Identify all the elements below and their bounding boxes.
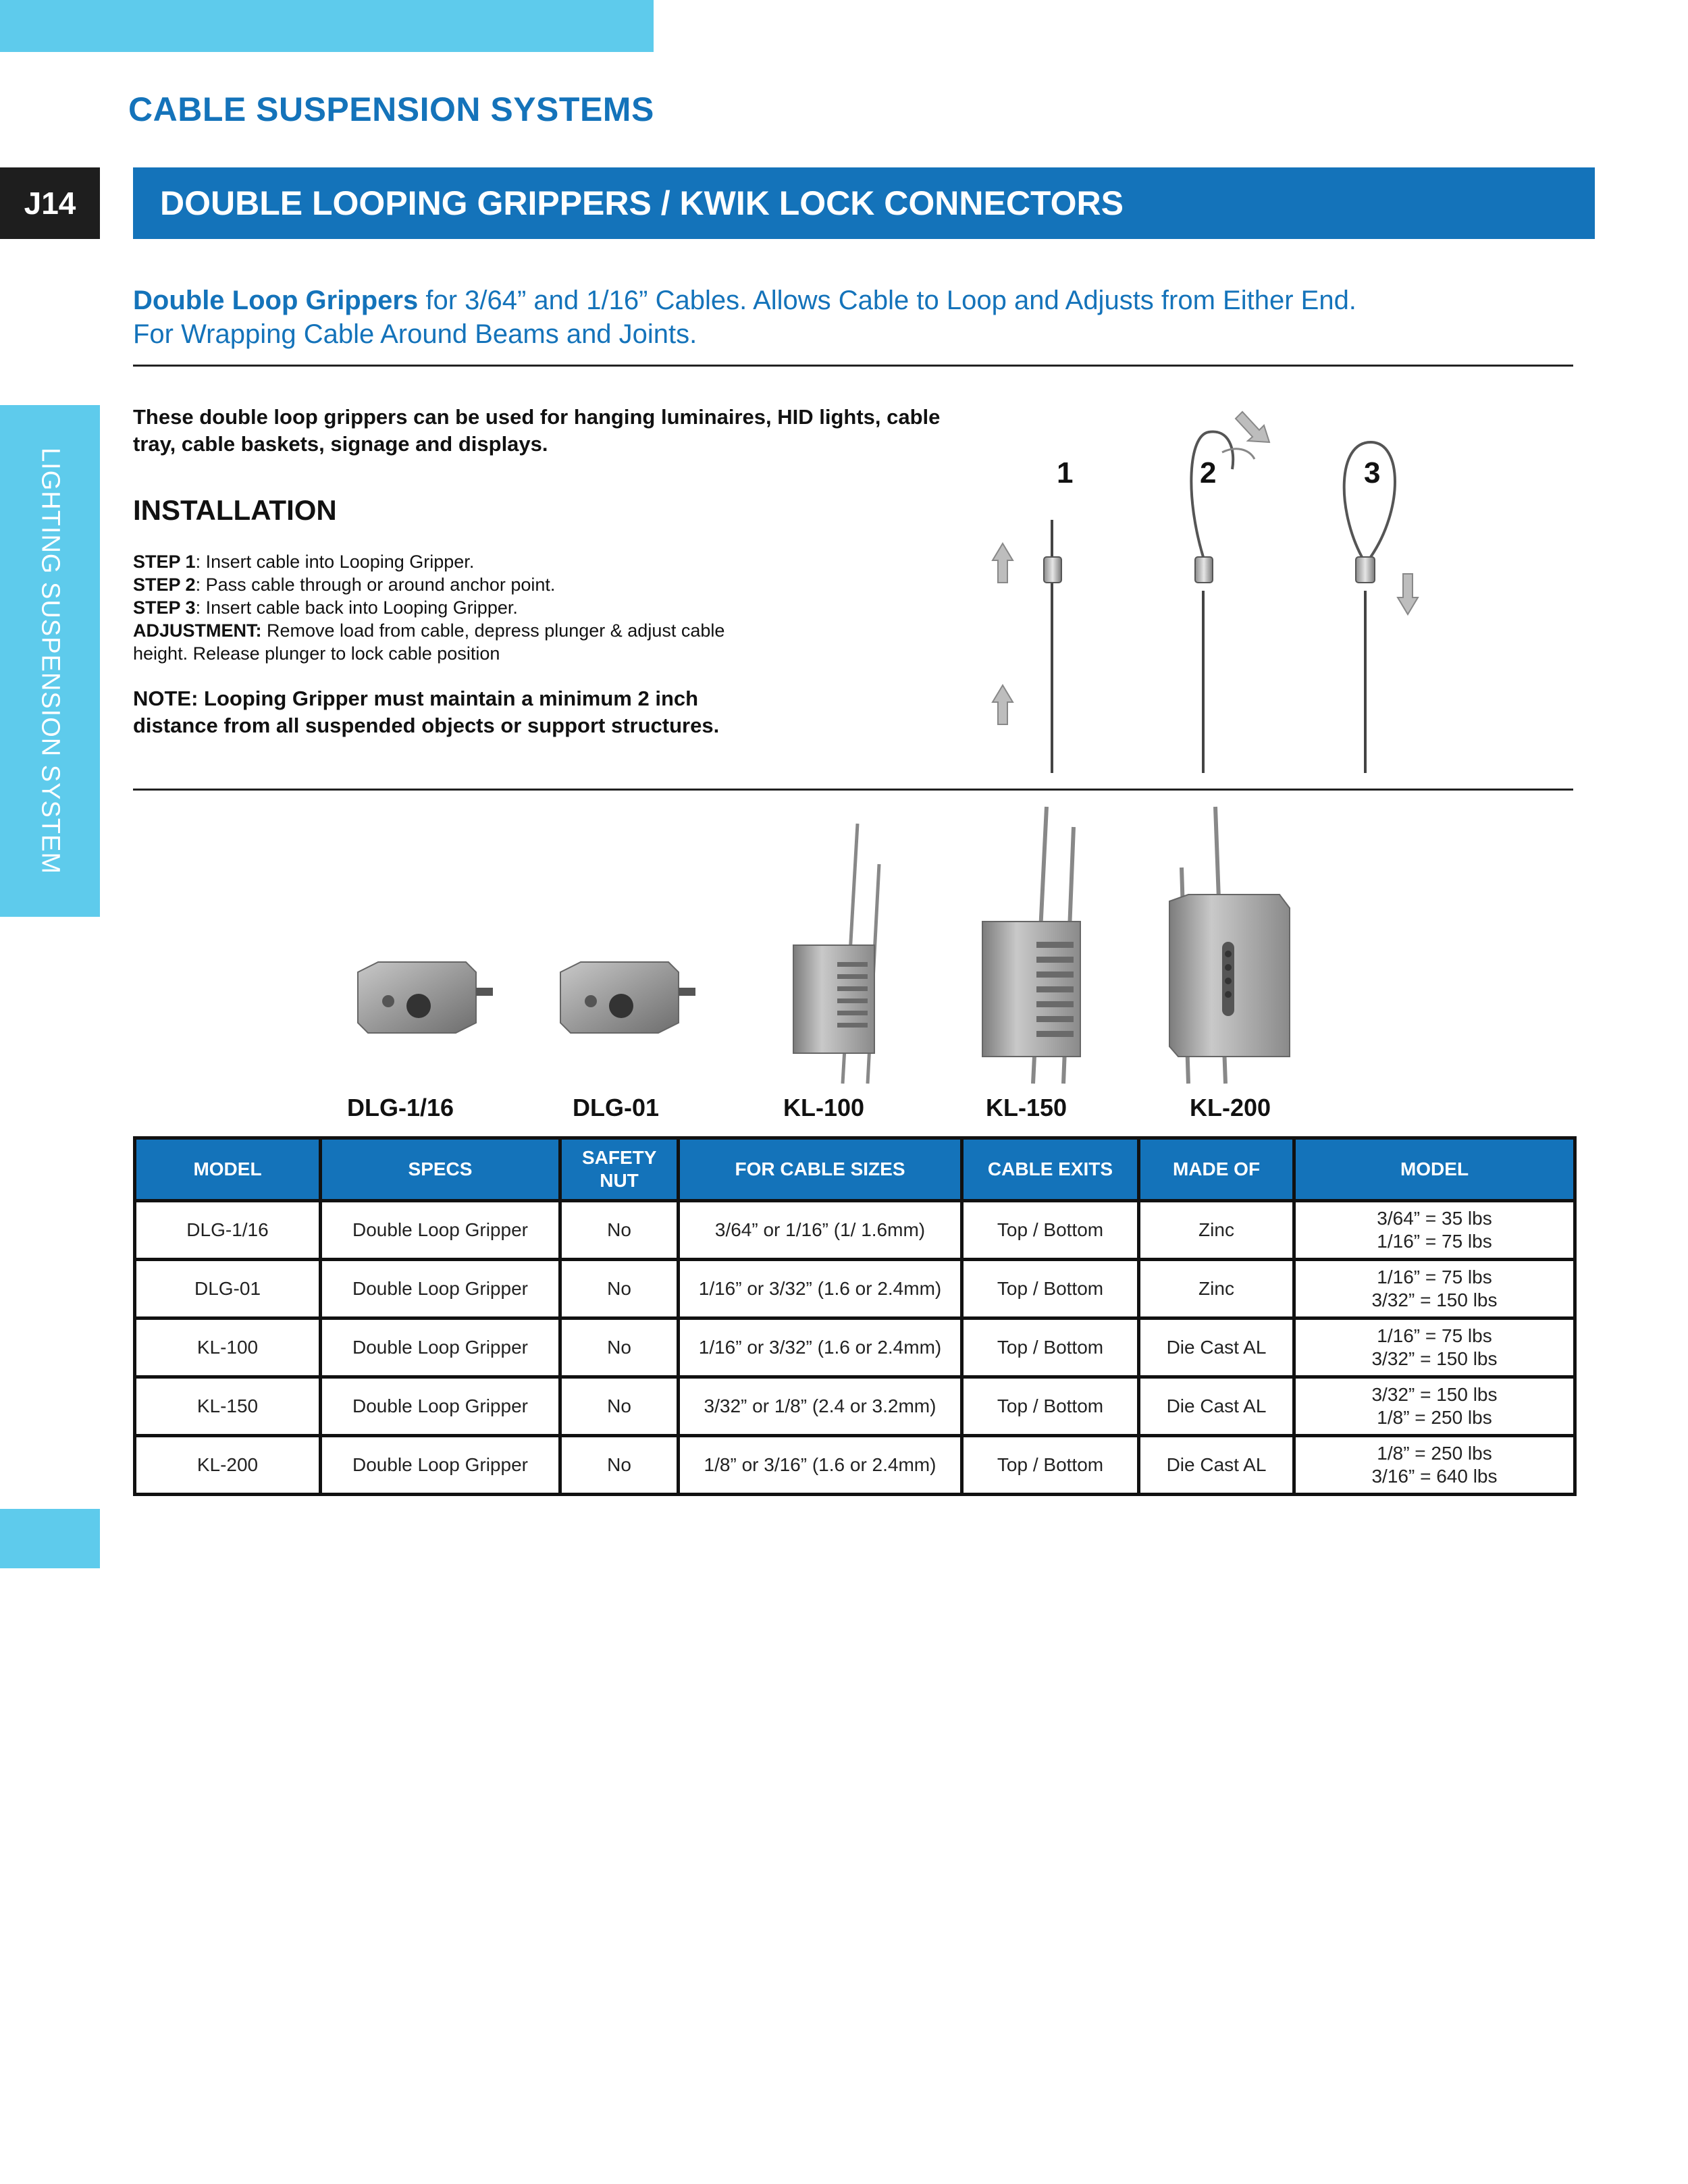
capacity-line: 3/16” = 640 lbs bbox=[1371, 1466, 1498, 1487]
table-row bbox=[135, 1377, 1575, 1436]
table-cell: No bbox=[560, 1436, 679, 1495]
capacity-line: 1/16” = 75 lbs bbox=[1377, 1325, 1492, 1346]
intro-line1: for 3/64” and 1/16” Cables. Allows Cable to Loop and Adjusts from Either End. bbox=[418, 286, 1356, 315]
table-cell bbox=[1294, 1260, 1575, 1319]
side-tab-label: LIGHTING SUSPENSION SYSTEM bbox=[36, 448, 65, 874]
rotation-arc bbox=[1222, 449, 1255, 459]
arrow-up-icon bbox=[993, 685, 1013, 724]
table-cell: No bbox=[560, 1201, 679, 1260]
step-label: STEP 1 bbox=[133, 552, 196, 572]
step-text: : Pass cable through or around anchor point. bbox=[195, 575, 556, 595]
capacity-line: 1/16” = 75 lbs bbox=[1377, 1267, 1492, 1287]
top-accent-tab bbox=[0, 0, 654, 52]
table-cell: No bbox=[560, 1319, 679, 1377]
product-label: KL-100 bbox=[783, 1094, 865, 1121]
page-title: DOUBLE LOOPING GRIPPERS / KWIK LOCK CONNECTORS bbox=[133, 167, 1595, 239]
intro-line2: For Wrapping Cable Around Beams and Joints. bbox=[133, 319, 697, 349]
table-cell: Zinc bbox=[1139, 1201, 1294, 1260]
table-cell: Zinc bbox=[1139, 1260, 1294, 1319]
capacity-line: 1/16” = 75 lbs bbox=[1377, 1231, 1492, 1252]
arrow-up-icon bbox=[993, 543, 1013, 583]
table-row bbox=[135, 1201, 1575, 1260]
step-number-1: 1 bbox=[1057, 456, 1074, 489]
table-cell: KL-200 bbox=[135, 1436, 321, 1495]
table-row bbox=[135, 1319, 1575, 1377]
table-cell: No bbox=[560, 1377, 679, 1436]
table-cell: No bbox=[560, 1260, 679, 1319]
gripper-icon bbox=[1195, 557, 1213, 583]
table-cell: DLG-1/16 bbox=[135, 1201, 321, 1260]
table-cell: Die Cast AL bbox=[1139, 1319, 1294, 1377]
table-cell: 3/32” or 1/8” (2.4 or 3.2mm) bbox=[679, 1377, 962, 1436]
table-cell: Top / Bottom bbox=[962, 1201, 1139, 1260]
product-dlg-01-image bbox=[560, 962, 695, 1033]
capacity-line: 3/32” = 150 lbs bbox=[1371, 1384, 1498, 1405]
product-images bbox=[317, 800, 1350, 1087]
intro-text bbox=[133, 284, 1585, 351]
table-cell: DLG-01 bbox=[135, 1260, 321, 1319]
table-cell: Die Cast AL bbox=[1139, 1377, 1294, 1436]
installation-heading: INSTALLATION bbox=[133, 494, 337, 526]
step-label: STEP 2 bbox=[133, 575, 196, 595]
step-text: : Insert cable into Looping Gripper. bbox=[195, 552, 475, 572]
step-item bbox=[133, 573, 741, 596]
table-cell: Top / Bottom bbox=[962, 1436, 1139, 1495]
step-number-3: 3 bbox=[1364, 456, 1381, 489]
installation-diagram bbox=[952, 395, 1465, 783]
table-row bbox=[135, 1436, 1575, 1495]
column-header: MADE OF bbox=[1139, 1138, 1294, 1201]
capacity-line: 3/64” = 35 lbs bbox=[1377, 1208, 1492, 1229]
product-kl-200-image bbox=[1169, 807, 1290, 1084]
column-header: MODEL bbox=[135, 1138, 321, 1201]
column-header: CABLE EXITS bbox=[962, 1138, 1139, 1201]
spec-table bbox=[133, 1136, 1577, 1496]
table-cell bbox=[1294, 1319, 1575, 1377]
arrow-curve-icon bbox=[1236, 412, 1269, 442]
product-dlg-1-16-image bbox=[358, 962, 493, 1033]
table-cell: Double Loop Gripper bbox=[321, 1201, 560, 1260]
table-cell: Top / Bottom bbox=[962, 1319, 1139, 1377]
product-label: KL-200 bbox=[1189, 1094, 1271, 1121]
table-cell: Double Loop Gripper bbox=[321, 1260, 560, 1319]
table-cell: Double Loop Gripper bbox=[321, 1377, 560, 1436]
product-label: KL-150 bbox=[985, 1094, 1067, 1121]
page-number: J14 bbox=[0, 167, 100, 239]
column-header: MODEL bbox=[1294, 1138, 1575, 1201]
step-text: : Insert cable back into Looping Gripper. bbox=[195, 597, 518, 618]
table-cell: 3/64” or 1/16” (1/ 1.6mm) bbox=[679, 1201, 962, 1260]
step-label: STEP 3 bbox=[133, 597, 196, 618]
column-header: SAFETY NUT bbox=[560, 1138, 679, 1201]
table-cell bbox=[1294, 1436, 1575, 1495]
section-title: CABLE SUSPENSION SYSTEMS bbox=[128, 90, 654, 128]
divider bbox=[133, 789, 1573, 791]
capacity-line: 1/8” = 250 lbs bbox=[1377, 1443, 1492, 1464]
capacity-line: 3/32” = 150 lbs bbox=[1371, 1289, 1498, 1310]
step-item bbox=[133, 596, 741, 619]
step-number-2: 2 bbox=[1200, 456, 1217, 489]
table-cell bbox=[1294, 1377, 1575, 1436]
table-cell: Top / Bottom bbox=[962, 1377, 1139, 1436]
table-cell: Top / Bottom bbox=[962, 1260, 1139, 1319]
capacity-line: 3/32” = 150 lbs bbox=[1371, 1348, 1498, 1369]
installation-note: NOTE: Looping Gripper must maintain a minimum 2 inch distance from all suspended objects or support structures. bbox=[133, 687, 720, 737]
bottom-accent-tab bbox=[0, 1509, 100, 1568]
product-kl-100-image bbox=[793, 824, 879, 1084]
divider bbox=[133, 365, 1573, 367]
lead-text: These double loop grippers can be used for hanging luminaires, HID lights, cable tray, cable baskets, signage and displays. bbox=[133, 405, 941, 456]
table-cell: KL-100 bbox=[135, 1319, 321, 1377]
product-kl-150-image bbox=[982, 807, 1080, 1084]
table-cell bbox=[1294, 1201, 1575, 1260]
intro-product-name: Double Loop Grippers bbox=[133, 286, 419, 315]
product-label: DLG-01 bbox=[572, 1094, 660, 1121]
product-label: DLG-1/16 bbox=[346, 1094, 454, 1121]
arrow-down-icon bbox=[1398, 574, 1418, 614]
table-row bbox=[135, 1260, 1575, 1319]
table-cell: 1/16” or 3/32” (1.6 or 2.4mm) bbox=[679, 1260, 962, 1319]
table-cell: 1/16” or 3/32” (1.6 or 2.4mm) bbox=[679, 1319, 962, 1377]
capacity-line: 1/8” = 250 lbs bbox=[1377, 1407, 1492, 1428]
table-cell: Die Cast AL bbox=[1139, 1436, 1294, 1495]
table-header-row bbox=[135, 1138, 1575, 1201]
step-text: Remove load from cable, depress plunger & adjust cable height. Release plunger to lock cable position bbox=[133, 620, 725, 664]
gripper-icon bbox=[1356, 557, 1375, 583]
column-header: SPECS bbox=[321, 1138, 560, 1201]
installation-steps bbox=[133, 550, 741, 665]
table-cell: Double Loop Gripper bbox=[321, 1319, 560, 1377]
table-cell: Double Loop Gripper bbox=[321, 1436, 560, 1495]
step-item bbox=[133, 550, 741, 573]
step-label: ADJUSTMENT: bbox=[133, 620, 262, 641]
table-cell: KL-150 bbox=[135, 1377, 321, 1436]
table-cell: 1/8” or 3/16” (1.6 or 2.4mm) bbox=[679, 1436, 962, 1495]
gripper-icon bbox=[1044, 557, 1061, 583]
column-header: FOR CABLE SIZES bbox=[679, 1138, 962, 1201]
step-item bbox=[133, 619, 741, 665]
